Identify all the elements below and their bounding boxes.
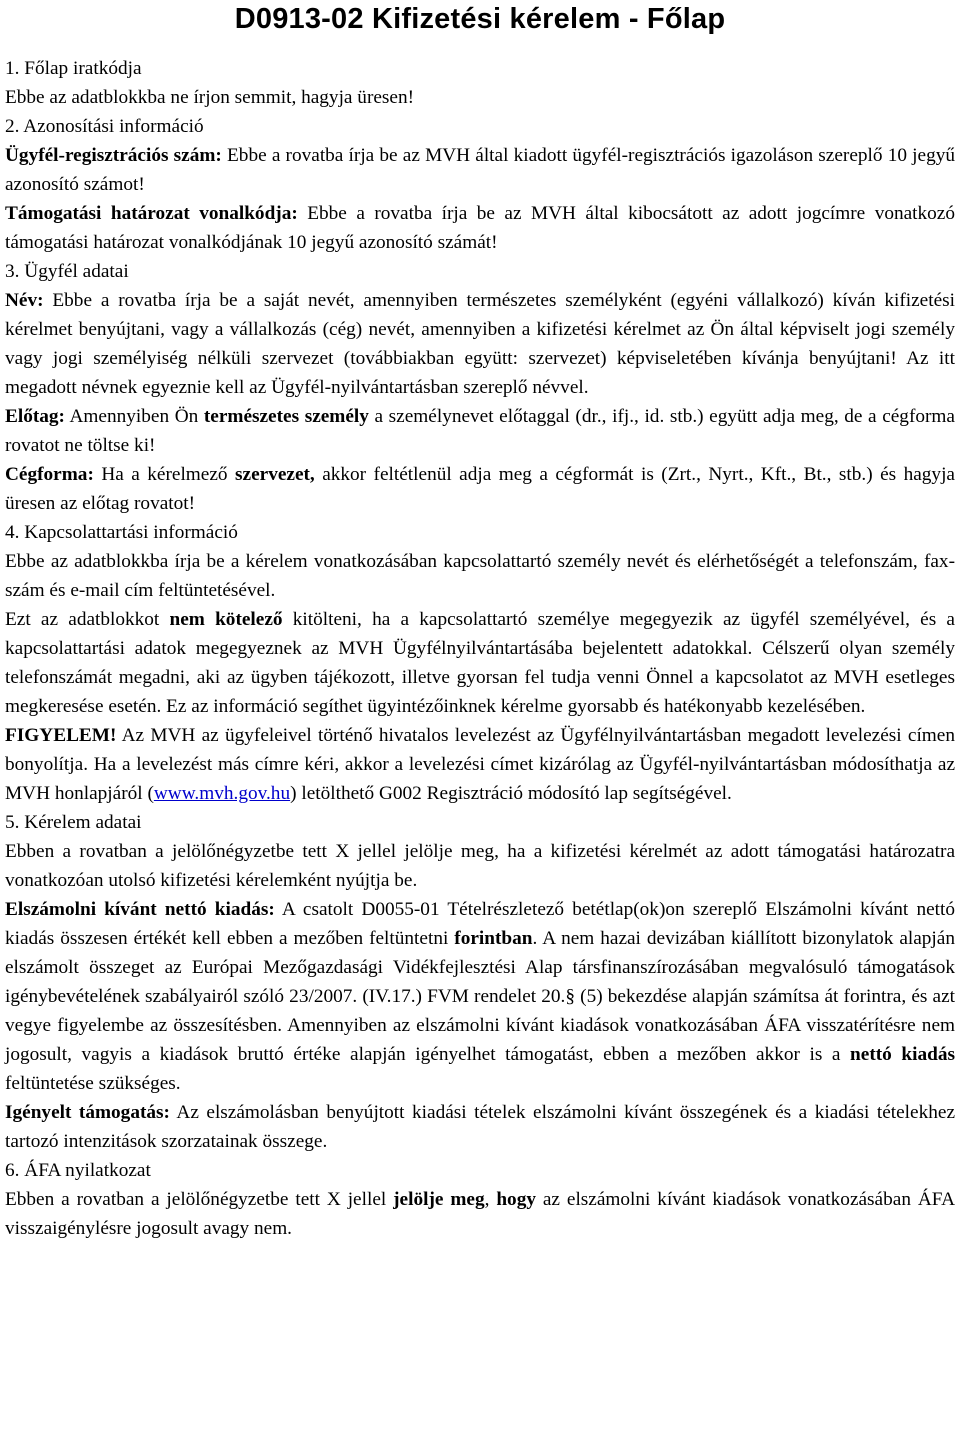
prefix-text-a: Amennyiben Ön	[64, 406, 204, 427]
section-1-text: Ebbe az adatblokkba ne írjon semmit, hagyja üresen!	[5, 87, 415, 108]
mvh-website-link[interactable]: www.mvh.gov.hu	[153, 783, 291, 804]
requested-support-text: Az elszámolásban benyújtott kiadási tételek elszámolni kívánt összegének és a kiadási tételekhez tartozó intenzitások szorzatainak összege.	[5, 1102, 955, 1152]
company-form-text-bold: szervezet,	[235, 464, 315, 485]
warning-text-b: ) letölthető G002 Regisztráció módosító lap segítségével.	[290, 783, 732, 804]
net-expense-label: Elszámolni kívánt nettó kiadás:	[5, 899, 275, 920]
requested-support-label: Igényelt támogatás:	[5, 1102, 170, 1123]
net-expense-text-b: . A nem hazai devizában kiállított bizonylatok alapján elszámolt összeget az Európai Mezőgazdasági Vidékfejlesztési Alap társfinanszírozásában megvalósuló támogatások igénybevételének szabályairól szóló 23/2007. (IV.17.) FVM rendelet 20.§ (5) bekezdése alapján számítsa át forintra, és azt vegye figyelembe az összesítésben. Amennyiben az elszámolni kívánt kiadások vonatkozásában ÁFA visszatérítésre nem jogosult, vagyis a kiadások bruttó értéke alapján igényelhet támogatást, ebben a mezőben akkor is a	[5, 928, 955, 1065]
warning-text-a: Az MVH az ügyfeleivel történő hivatalos levelezést az Ügyfélnyilvántartásban megadott levelezési címen bonyolítja. Ha a levelezést más címre kéri, akkor a levelezési címet kizárólag az Ügyfél-nyilvántartásban módosíthatja az MVH honlapjáról (	[5, 725, 955, 804]
prefix-text-b: a személynevet előtaggal (dr., ifj., id. stb.) együtt adja meg, de a cégforma rovatot ne töltse ki!	[5, 406, 955, 456]
barcode-label: Támogatási határozat vonalkódja:	[5, 203, 298, 224]
net-expense-paragraph	[5, 895, 955, 1098]
company-form-text-b: akkor feltétlenül adja meg a cégformát is (Zrt., Nyrt., Kft., Bt., stb.) és hagyja üresen az előtag rovatot!	[5, 464, 955, 514]
contact-p2-bold: nem kötelező	[169, 609, 283, 630]
company-form-paragraph	[5, 460, 955, 518]
client-reg-number-text: Ebbe a rovatba írja be az MVH által kiadott ügyfél-regisztrációs igazoláson szereplő 10 jegyű azonosító számot!	[5, 145, 955, 195]
contact-paragraph-2	[5, 605, 955, 721]
net-expense-bold-1: forintban	[454, 928, 533, 949]
warning-label: FIGYELEM!	[5, 725, 117, 746]
name-label: Név:	[5, 290, 44, 311]
request-paragraph-1: Ebben a rovatban a jelölőnégyzetbe tett X jellel jelölje meg, ha a kifizetési kérelmét az adott támogatási határozatra vonatkozóan utolsó kifizetési kérelemként nyújtja be.	[5, 841, 955, 891]
prefix-label: Előtag:	[5, 406, 65, 427]
warning-paragraph	[5, 721, 955, 808]
vat-text-a: Ebben a rovatban a jelölőnégyzetbe tett X jellel	[5, 1189, 394, 1210]
vat-text-c: az elszámolni kívánt kiadások vonatkozásában ÁFA visszaigénylésre jogosult avagy nem.	[5, 1189, 955, 1239]
company-form-label: Cégforma:	[5, 464, 94, 485]
contact-paragraph-1: Ebbe az adatblokkba írja be a kérelem vonatkozásában kapcsolattartó személy nevét és elérhetőségét a telefonszám, fax-szám és e-mail cím feltüntetésével.	[5, 551, 955, 601]
client-reg-number-paragraph	[5, 141, 955, 199]
name-paragraph	[5, 286, 955, 402]
vat-bold-1: jelölje meg	[393, 1189, 485, 1210]
section-6-heading: 6. ÁFA nyilatkozat	[5, 1160, 151, 1181]
requested-support-paragraph	[5, 1098, 955, 1156]
net-expense-text-c: feltüntetése szükséges.	[5, 1073, 181, 1094]
vat-bold-2: hogy	[496, 1189, 536, 1210]
section-4-heading: 4. Kapcsolattartási információ	[5, 522, 238, 543]
vat-paragraph	[5, 1185, 955, 1243]
vat-text-b: ,	[484, 1189, 497, 1210]
contact-p2-text-a: Ezt az adatblokkot	[5, 609, 170, 630]
contact-p2-text-b: kitölteni, ha a kapcsolattartó személye megegyezik az ügyfél személyével, és a kapcsolattartási adatok megegyeznek az MVH Ügyfélnyilvántartásába bejelentett adatokkal. Célszerű olyan személy telefonszámát megadni, aki az ügyben tájékozott, illetve gyorsan fel tudja venni Önnel a kapcsolatot az MVH esetleges megkeresése esetén. Ez az információ segíthet ügyintézőinknek kérelme gyorsabb és hatékonyabb kezelésében.	[5, 609, 955, 717]
section-3-heading: 3. Ügyfél adatai	[5, 261, 129, 282]
barcode-text: Ebbe a rovatba írja be az MVH által kibocsátott az adott jogcímre vonatkozó támogatási határozat vonalkódjának 10 jegyű azonosító számát!	[5, 203, 956, 253]
name-text: Ebbe a rovatba írja be a saját nevét, amennyiben természetes személyként (egyéni vállalkozó) kíván kifizetési kérelmet benyújtani, vagy a vállalkozás (cég) nevét, amennyiben a kifizetési kérelmet az Ön által képviselt jogi személy vagy jogi személyiség nélküli szervezet (továbbiakban együtt: szervezet) képviseletében kívánja benyújtani! Az itt megadott névnek egyeznie kell az Ügyfél-nyilvántartásban szereplő névvel.	[5, 290, 955, 398]
company-form-text-a: Ha a kérelmező	[93, 464, 236, 485]
client-reg-number-label: Ügyfél-regisztrációs szám:	[5, 145, 222, 166]
prefix-text-bold: természetes személy	[203, 406, 369, 427]
net-expense-bold-2: nettó kiadás	[850, 1044, 955, 1065]
section-5-heading: 5. Kérelem adatai	[5, 812, 142, 833]
prefix-paragraph	[5, 402, 955, 460]
net-expense-text-a: A csatolt D0055-01 Tételrészletező betétlap(ok)on szereplő Elszámolni kívánt nettó kiadás összesen értékét kell ebben a mezőben feltüntetni	[5, 899, 955, 949]
page-title: D0913-02 Kifizetési kérelem - Főlap	[234, 3, 726, 35]
section-2-heading: 2. Azonosítási információ	[5, 116, 204, 137]
section-1-heading: 1. Főlap iratkódja	[5, 58, 142, 79]
barcode-paragraph	[5, 199, 955, 257]
